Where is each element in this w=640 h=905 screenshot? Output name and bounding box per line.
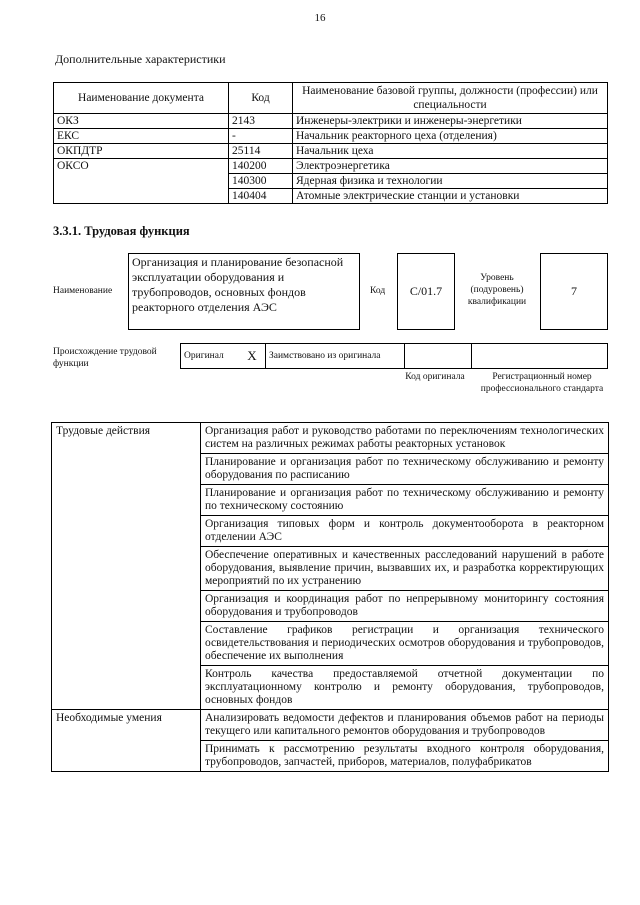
list-item: Организация работ и руководство работами по переключениям технологических систем на различных режимах работы реакторных установок (201, 423, 609, 454)
cell-code: 2143 (229, 114, 293, 129)
cell-code: 25114 (229, 144, 293, 159)
cell-name: Начальник реакторного цеха (отделения) (293, 129, 608, 144)
original-mark: X (239, 344, 266, 369)
reg-number-label: Регистрационный номер профессионального стандарта (480, 372, 604, 394)
work-function-title: 3.3.1. Трудовая функция (53, 224, 190, 238)
function-code-box: С/01.7 (397, 253, 455, 330)
cell-name: Начальник цеха (293, 144, 608, 159)
list-item: Планирование и организация работ по техническому обслуживанию и ремонту по техническому состоянию (201, 485, 609, 516)
list-item: Составление графиков регистрации и организация технического освидетельствования и периодических осмотров оборудования и трубопроводов, обеспечение их выполнения (201, 622, 609, 666)
header-document-name: Наименование документа (54, 83, 229, 114)
table-row (52, 423, 609, 454)
list-item: Анализировать ведомости дефектов и планирования объемов работ на периоды текущего или капитального ремонтов оборудования и трубопроводов (201, 710, 609, 741)
header-group-name: Наименование базовой группы, должности (профессии) или специальности (293, 83, 608, 114)
page-number: 16 (314, 12, 326, 24)
qualification-level-label: Уровень (подуровень) квалификации (467, 273, 527, 307)
borrowed-label: Заимствовано из оригинала (266, 344, 405, 369)
table-row (54, 129, 608, 144)
list-item: Контроль качества предоставляемой отчетной документации по эксплуатационному контролю и ремонту оборудования, трубопроводов, основных фондов (201, 666, 609, 710)
qualification-level-box: 7 (540, 253, 608, 330)
list-item: Организация типовых форм и контроль документооборота в реакторном отделении АЭС (201, 516, 609, 547)
cell-doc: ЕКС (54, 129, 229, 144)
code-original-cell (405, 344, 472, 369)
cell-code: 140404 (229, 189, 293, 204)
section-heading-additional: Дополнительные характеристики (55, 52, 226, 66)
origin-table (180, 343, 608, 369)
table-header-row (54, 83, 608, 114)
list-item: Обеспечение оперативных и качественных расследований нарушений в работе оборудования, выявление причин, вызвавших их, и разработка корректирующих мероприятий по их устранению (201, 547, 609, 591)
additional-characteristics-table (53, 82, 608, 204)
cell-doc: ОКПДТР (54, 144, 229, 159)
table-row (54, 159, 608, 174)
code-original-label: Код оригинала (405, 372, 465, 382)
table-row (54, 144, 608, 159)
name-label: Наименование (53, 286, 113, 296)
list-item: Принимать к рассмотрению результаты входного контроля оборудования, трубопроводов, запчастей, приборов, материалов, полуфабрикатов (201, 741, 609, 772)
labor-actions-label: Трудовые действия (52, 423, 201, 710)
cell-code: - (229, 129, 293, 144)
origin-row (181, 344, 608, 369)
list-item: Планирование и организация работ по техническому обслуживанию и ремонту оборудования по расписанию (201, 454, 609, 485)
reg-number-cell (472, 344, 608, 369)
cell-name: Ядерная физика и технологии (293, 174, 608, 189)
header-code: Код (229, 83, 293, 114)
required-skills-label: Необходимые умения (52, 710, 201, 772)
table-row (52, 710, 609, 741)
origin-label: Происхождение трудовой функции (53, 347, 157, 369)
cell-name: Инженеры-электрики и инженеры-энергетики (293, 114, 608, 129)
cell-doc: ОКСО (54, 159, 229, 204)
code-label: Код (370, 286, 386, 296)
table-row (54, 114, 608, 129)
original-label: Оригинал (181, 344, 240, 369)
list-item: Организация и координация работ по непрерывному мониторингу состояния оборудования и трубопроводов (201, 591, 609, 622)
cell-doc: ОКЗ (54, 114, 229, 129)
cell-name: Электроэнергетика (293, 159, 608, 174)
function-name-box: Организация и планирование безопасной эксплуатации оборудования и трубопроводов, основных фондов реакторного отделения АЭС (128, 253, 360, 330)
labor-actions-table (51, 422, 609, 772)
cell-code: 140200 (229, 159, 293, 174)
cell-code: 140300 (229, 174, 293, 189)
cell-name: Атомные электрические станции и установки (293, 189, 608, 204)
